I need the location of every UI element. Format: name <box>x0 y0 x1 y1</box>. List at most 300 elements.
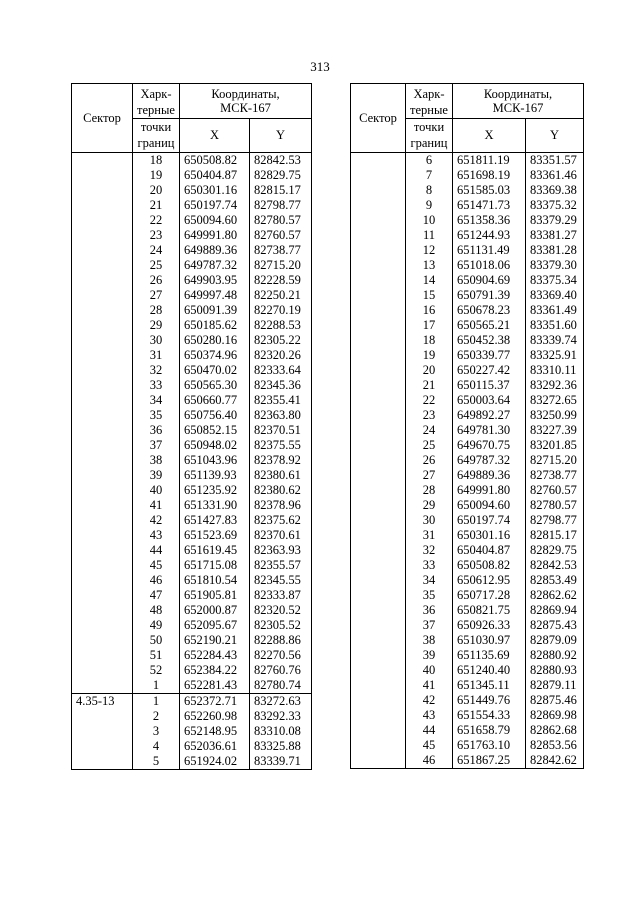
sector-cell <box>72 363 133 378</box>
y-coordinate-cell: 82760.57 <box>526 483 584 498</box>
y-coordinate-cell: 82780.74 <box>250 678 312 694</box>
sector-cell <box>72 633 133 648</box>
y-coordinate-cell: 82375.55 <box>250 438 312 453</box>
y-coordinate-cell: 82370.61 <box>250 528 312 543</box>
point-number-cell: 11 <box>406 228 453 243</box>
sector-cell <box>72 243 133 258</box>
x-coordinate-cell: 652372.71 <box>180 694 250 710</box>
sector-cell <box>351 258 406 273</box>
point-number-cell: 29 <box>406 498 453 513</box>
point-number-cell: 17 <box>406 318 453 333</box>
x-coordinate-cell: 650565.30 <box>180 378 250 393</box>
x-coordinate-cell: 651763.10 <box>453 738 526 753</box>
x-coordinate-cell: 651658.79 <box>453 723 526 738</box>
y-coordinate-cell: 83375.34 <box>526 273 584 288</box>
point-number-cell: 46 <box>133 573 180 588</box>
table-row <box>351 258 584 273</box>
x-coordinate-cell: 652284.43 <box>180 648 250 663</box>
coordinates-table-left <box>71 83 312 770</box>
point-number-cell: 36 <box>133 423 180 438</box>
point-number-cell: 46 <box>406 753 453 769</box>
table-row <box>351 348 584 363</box>
table-row <box>351 183 584 198</box>
table-row <box>72 528 312 543</box>
boundary-point-header <box>133 84 180 153</box>
y-coordinate-cell: 83351.57 <box>526 153 584 169</box>
table-row <box>351 153 584 169</box>
x-coordinate-cell: 651018.06 <box>453 258 526 273</box>
y-coordinate-cell: 82378.96 <box>250 498 312 513</box>
point-number-cell: 40 <box>406 663 453 678</box>
x-coordinate-cell: 652260.98 <box>180 709 250 724</box>
x-coordinate-cell: 649991.80 <box>180 228 250 243</box>
x-coordinate-cell: 650091.39 <box>180 303 250 318</box>
y-coordinate-cell: 83351.60 <box>526 318 584 333</box>
y-coordinate-cell: 83325.91 <box>526 348 584 363</box>
y-coordinate-cell: 83339.71 <box>250 754 312 770</box>
x-coordinate-cell: 650197.74 <box>180 198 250 213</box>
x-coordinate-cell: 650452.38 <box>453 333 526 348</box>
y-coordinate-cell: 83310.11 <box>526 363 584 378</box>
page-number: 313 <box>310 59 330 74</box>
y-coordinate-cell: 82288.86 <box>250 633 312 648</box>
point-number-cell: 2 <box>133 709 180 724</box>
x-coordinate-cell: 650508.82 <box>453 558 526 573</box>
table-row <box>72 513 312 528</box>
sector-cell <box>72 378 133 393</box>
y-coordinate-cell: 83339.74 <box>526 333 584 348</box>
x-coordinate-cell: 651244.93 <box>453 228 526 243</box>
x-coordinate-cell: 650227.42 <box>453 363 526 378</box>
point-number-cell: 35 <box>406 588 453 603</box>
table-row <box>72 333 312 348</box>
y-coordinate-cell: 82853.56 <box>526 738 584 753</box>
point-number-cell: 45 <box>406 738 453 753</box>
x-coordinate-cell: 650678.23 <box>453 303 526 318</box>
coordinates-header-line: Координаты, <box>211 87 280 101</box>
sector-cell <box>72 678 133 694</box>
table-row <box>72 694 312 710</box>
x-coordinate-cell: 652190.21 <box>180 633 250 648</box>
sector-cell <box>72 408 133 423</box>
point-number-cell: 6 <box>406 153 453 169</box>
table-row <box>351 378 584 393</box>
x-coordinate-cell: 651235.92 <box>180 483 250 498</box>
sector-cell <box>351 273 406 288</box>
point-number-cell: 25 <box>133 258 180 273</box>
y-coordinate-cell: 82333.87 <box>250 588 312 603</box>
point-number-cell: 22 <box>133 213 180 228</box>
sector-header: Сектор <box>72 84 133 153</box>
table-row <box>351 558 584 573</box>
y-coordinate-cell: 82363.93 <box>250 543 312 558</box>
coordinates-header <box>453 84 584 119</box>
x-coordinate-cell: 651715.08 <box>180 558 250 573</box>
x-coordinate-cell: 649889.36 <box>180 243 250 258</box>
table-row <box>351 228 584 243</box>
table-row <box>72 198 312 213</box>
y-coordinate-cell: 82829.75 <box>526 543 584 558</box>
point-number-cell: 1 <box>133 694 180 710</box>
y-coordinate-cell: 82780.57 <box>250 213 312 228</box>
y-coordinate-cell: 83379.30 <box>526 258 584 273</box>
sector-cell <box>351 198 406 213</box>
y-coordinate-cell: 83272.63 <box>250 694 312 710</box>
point-number-cell: 42 <box>133 513 180 528</box>
point-number-cell: 27 <box>406 468 453 483</box>
point-number-cell: 23 <box>133 228 180 243</box>
y-coordinate-cell: 83381.28 <box>526 243 584 258</box>
sector-cell <box>72 468 133 483</box>
table-row <box>351 213 584 228</box>
point-number-cell: 19 <box>406 348 453 363</box>
table-row <box>351 483 584 498</box>
sector-cell <box>351 588 406 603</box>
point-number-cell: 43 <box>406 708 453 723</box>
y-coordinate-cell: 82345.55 <box>250 573 312 588</box>
sector-cell <box>72 543 133 558</box>
x-coordinate-cell: 651471.73 <box>453 198 526 213</box>
table-row <box>351 438 584 453</box>
x-coordinate-cell: 649892.27 <box>453 408 526 423</box>
y-coordinate-cell: 82815.17 <box>250 183 312 198</box>
point-number-cell: 34 <box>133 393 180 408</box>
table-row <box>351 678 584 693</box>
table-row <box>351 288 584 303</box>
x-header: X <box>180 119 250 153</box>
table-row <box>72 168 312 183</box>
sector-cell <box>351 663 406 678</box>
y-header: Y <box>250 119 312 153</box>
table-row <box>351 453 584 468</box>
point-header-line: границ <box>410 135 448 150</box>
point-header-line: точки <box>413 119 445 134</box>
sector-cell <box>351 228 406 243</box>
x-coordinate-cell: 650717.28 <box>453 588 526 603</box>
y-coordinate-cell: 82842.53 <box>526 558 584 573</box>
point-number-cell: 10 <box>406 213 453 228</box>
sector-cell <box>351 303 406 318</box>
x-coordinate-cell: 649903.95 <box>180 273 250 288</box>
sector-cell <box>72 603 133 618</box>
x-coordinate-cell: 651924.02 <box>180 754 250 770</box>
table-row <box>351 528 584 543</box>
point-number-cell: 32 <box>406 543 453 558</box>
x-coordinate-cell: 649670.75 <box>453 438 526 453</box>
y-coordinate-cell: 82875.43 <box>526 618 584 633</box>
x-coordinate-cell: 652384.22 <box>180 663 250 678</box>
y-coordinate-cell: 82879.09 <box>526 633 584 648</box>
x-coordinate-cell: 650003.64 <box>453 393 526 408</box>
x-coordinate-cell: 650508.82 <box>180 153 250 169</box>
table-row <box>351 333 584 348</box>
table-row <box>72 739 312 754</box>
y-coordinate-cell: 82333.64 <box>250 363 312 378</box>
sector-cell <box>351 543 406 558</box>
table-row <box>72 183 312 198</box>
x-coordinate-cell: 650926.33 <box>453 618 526 633</box>
point-number-cell: 23 <box>406 408 453 423</box>
y-coordinate-cell: 82738.77 <box>250 243 312 258</box>
y-coordinate-cell: 82320.26 <box>250 348 312 363</box>
x-coordinate-cell: 651811.19 <box>453 153 526 169</box>
x-coordinate-cell: 652095.67 <box>180 618 250 633</box>
y-header: Y <box>526 119 584 153</box>
sector-cell <box>72 198 133 213</box>
point-number-cell: 21 <box>406 378 453 393</box>
point-number-cell: 33 <box>133 378 180 393</box>
point-number-cell: 28 <box>133 303 180 318</box>
sector-cell <box>351 723 406 738</box>
table-row <box>72 318 312 333</box>
y-coordinate-cell: 82250.21 <box>250 288 312 303</box>
point-number-cell: 31 <box>133 348 180 363</box>
table-row <box>72 258 312 273</box>
y-coordinate-cell: 82270.56 <box>250 648 312 663</box>
x-coordinate-cell: 651030.97 <box>453 633 526 648</box>
table-row <box>351 588 584 603</box>
y-coordinate-cell: 82738.77 <box>526 468 584 483</box>
point-number-cell: 19 <box>133 168 180 183</box>
sector-cell <box>72 318 133 333</box>
y-coordinate-cell: 82345.36 <box>250 378 312 393</box>
table-row <box>72 243 312 258</box>
table-row <box>72 678 312 694</box>
point-number-cell: 18 <box>133 153 180 169</box>
y-coordinate-cell: 82715.20 <box>250 258 312 273</box>
table-row <box>351 603 584 618</box>
y-coordinate-cell: 82320.52 <box>250 603 312 618</box>
x-coordinate-cell: 650948.02 <box>180 438 250 453</box>
table-row <box>351 648 584 663</box>
x-coordinate-cell: 651810.54 <box>180 573 250 588</box>
table-row <box>72 438 312 453</box>
y-coordinate-cell: 82380.61 <box>250 468 312 483</box>
sector-cell <box>351 183 406 198</box>
sector-cell <box>351 243 406 258</box>
sector-cell <box>72 183 133 198</box>
point-number-cell: 12 <box>406 243 453 258</box>
y-coordinate-cell: 82355.57 <box>250 558 312 573</box>
sector-cell <box>72 303 133 318</box>
table-row <box>72 273 312 288</box>
sector-cell <box>72 153 133 169</box>
point-number-cell: 24 <box>133 243 180 258</box>
y-coordinate-cell: 82880.92 <box>526 648 584 663</box>
sector-cell <box>351 348 406 363</box>
x-coordinate-cell: 651043.96 <box>180 453 250 468</box>
sector-cell <box>72 348 133 363</box>
sector-cell <box>351 318 406 333</box>
table-row <box>72 618 312 633</box>
sector-cell <box>351 408 406 423</box>
x-coordinate-cell: 649787.32 <box>180 258 250 273</box>
sector-cell <box>351 693 406 708</box>
y-coordinate-cell: 83375.32 <box>526 198 584 213</box>
sector-cell <box>72 663 133 678</box>
x-coordinate-cell: 650660.77 <box>180 393 250 408</box>
y-coordinate-cell: 83325.88 <box>250 739 312 754</box>
x-coordinate-cell: 651135.69 <box>453 648 526 663</box>
y-coordinate-cell: 82869.94 <box>526 603 584 618</box>
x-coordinate-cell: 652148.95 <box>180 724 250 739</box>
point-number-cell: 39 <box>406 648 453 663</box>
x-coordinate-cell: 650094.60 <box>453 498 526 513</box>
x-coordinate-cell: 651358.36 <box>453 213 526 228</box>
sector-cell <box>351 708 406 723</box>
point-number-cell: 13 <box>406 258 453 273</box>
y-coordinate-cell: 82370.51 <box>250 423 312 438</box>
point-number-cell: 52 <box>133 663 180 678</box>
table-row <box>72 228 312 243</box>
sector-cell <box>72 573 133 588</box>
sector-cell <box>351 678 406 693</box>
sector-cell <box>72 739 133 754</box>
point-number-cell: 20 <box>406 363 453 378</box>
sector-cell <box>351 438 406 453</box>
x-coordinate-cell: 651619.45 <box>180 543 250 558</box>
x-coordinate-cell: 650280.16 <box>180 333 250 348</box>
sector-cell <box>351 333 406 348</box>
sector-cell <box>72 168 133 183</box>
sector-cell <box>351 153 406 169</box>
x-coordinate-cell: 651345.11 <box>453 678 526 693</box>
x-coordinate-cell: 651449.76 <box>453 693 526 708</box>
table-row <box>351 423 584 438</box>
point-number-cell: 49 <box>133 618 180 633</box>
y-coordinate-cell: 82305.52 <box>250 618 312 633</box>
table-row <box>351 738 584 753</box>
table-row <box>72 348 312 363</box>
x-coordinate-cell: 650904.69 <box>453 273 526 288</box>
x-coordinate-cell: 651240.40 <box>453 663 526 678</box>
x-coordinate-cell: 651331.90 <box>180 498 250 513</box>
table-row <box>72 153 312 169</box>
sector-cell <box>72 258 133 273</box>
table-row <box>72 303 312 318</box>
table-row <box>351 753 584 769</box>
point-header-line: терные <box>410 102 448 117</box>
sector-cell <box>72 648 133 663</box>
sector-cell <box>351 528 406 543</box>
y-coordinate-cell: 83250.99 <box>526 408 584 423</box>
table-row <box>351 363 584 378</box>
sector-cell <box>72 709 133 724</box>
x-coordinate-cell: 650852.15 <box>180 423 250 438</box>
y-coordinate-cell: 82829.75 <box>250 168 312 183</box>
y-coordinate-cell: 83201.85 <box>526 438 584 453</box>
table-row <box>72 724 312 739</box>
sector-cell <box>72 213 133 228</box>
table-row <box>72 588 312 603</box>
y-coordinate-cell: 82842.53 <box>250 153 312 169</box>
sector-cell <box>351 378 406 393</box>
y-coordinate-cell: 82715.20 <box>526 453 584 468</box>
point-number-cell: 48 <box>133 603 180 618</box>
y-coordinate-cell: 82305.22 <box>250 333 312 348</box>
sector-cell: 4.35-13 <box>72 694 133 710</box>
y-coordinate-cell: 82228.59 <box>250 273 312 288</box>
point-number-cell: 20 <box>133 183 180 198</box>
x-coordinate-cell: 651585.03 <box>453 183 526 198</box>
x-coordinate-cell: 651905.81 <box>180 588 250 603</box>
y-coordinate-cell: 83292.33 <box>250 709 312 724</box>
point-number-cell: 15 <box>406 288 453 303</box>
sector-cell <box>351 483 406 498</box>
y-coordinate-cell: 82842.62 <box>526 753 584 769</box>
y-coordinate-cell: 83292.36 <box>526 378 584 393</box>
table-row <box>72 393 312 408</box>
point-number-cell: 37 <box>133 438 180 453</box>
table-row <box>72 754 312 770</box>
point-header-line: Харк- <box>413 86 445 101</box>
y-coordinate-cell: 83227.39 <box>526 423 584 438</box>
y-coordinate-cell: 82880.93 <box>526 663 584 678</box>
point-number-cell: 8 <box>406 183 453 198</box>
y-coordinate-cell: 82378.92 <box>250 453 312 468</box>
table-row <box>72 573 312 588</box>
x-coordinate-cell: 651523.69 <box>180 528 250 543</box>
sector-cell <box>351 363 406 378</box>
x-coordinate-cell: 652281.43 <box>180 678 250 694</box>
table-row <box>351 723 584 738</box>
table-row <box>351 573 584 588</box>
point-header-line: Харк- <box>140 86 172 101</box>
sector-cell <box>351 603 406 618</box>
point-number-cell: 42 <box>406 693 453 708</box>
table-body-right <box>351 153 584 769</box>
point-number-cell: 1 <box>133 678 180 694</box>
y-coordinate-cell: 83272.65 <box>526 393 584 408</box>
point-number-cell: 43 <box>133 528 180 543</box>
point-number-cell: 29 <box>133 318 180 333</box>
y-coordinate-cell: 82862.62 <box>526 588 584 603</box>
x-coordinate-cell: 649781.30 <box>453 423 526 438</box>
point-number-cell: 32 <box>133 363 180 378</box>
x-coordinate-cell: 650301.16 <box>453 528 526 543</box>
y-coordinate-cell: 82798.77 <box>250 198 312 213</box>
sector-cell <box>72 528 133 543</box>
x-coordinate-cell: 649991.80 <box>453 483 526 498</box>
table-row <box>351 468 584 483</box>
table-row <box>72 648 312 663</box>
table-row <box>72 468 312 483</box>
x-coordinate-cell: 650115.37 <box>453 378 526 393</box>
x-coordinate-cell: 650197.74 <box>453 513 526 528</box>
y-coordinate-cell: 82798.77 <box>526 513 584 528</box>
sector-cell <box>72 558 133 573</box>
sector-cell <box>72 228 133 243</box>
y-coordinate-cell: 82760.57 <box>250 228 312 243</box>
sector-cell <box>72 393 133 408</box>
table-row <box>351 513 584 528</box>
y-coordinate-cell: 82875.46 <box>526 693 584 708</box>
point-number-cell: 40 <box>133 483 180 498</box>
table-row <box>72 363 312 378</box>
table-row <box>72 543 312 558</box>
x-coordinate-cell: 651131.49 <box>453 243 526 258</box>
point-number-cell: 4 <box>133 739 180 754</box>
point-number-cell: 39 <box>133 468 180 483</box>
y-coordinate-cell: 82363.80 <box>250 408 312 423</box>
sector-cell <box>72 498 133 513</box>
sector-cell <box>351 513 406 528</box>
table-row <box>351 168 584 183</box>
x-coordinate-cell: 650339.77 <box>453 348 526 363</box>
table-row <box>351 198 584 213</box>
sector-cell <box>72 724 133 739</box>
table-row <box>72 213 312 228</box>
